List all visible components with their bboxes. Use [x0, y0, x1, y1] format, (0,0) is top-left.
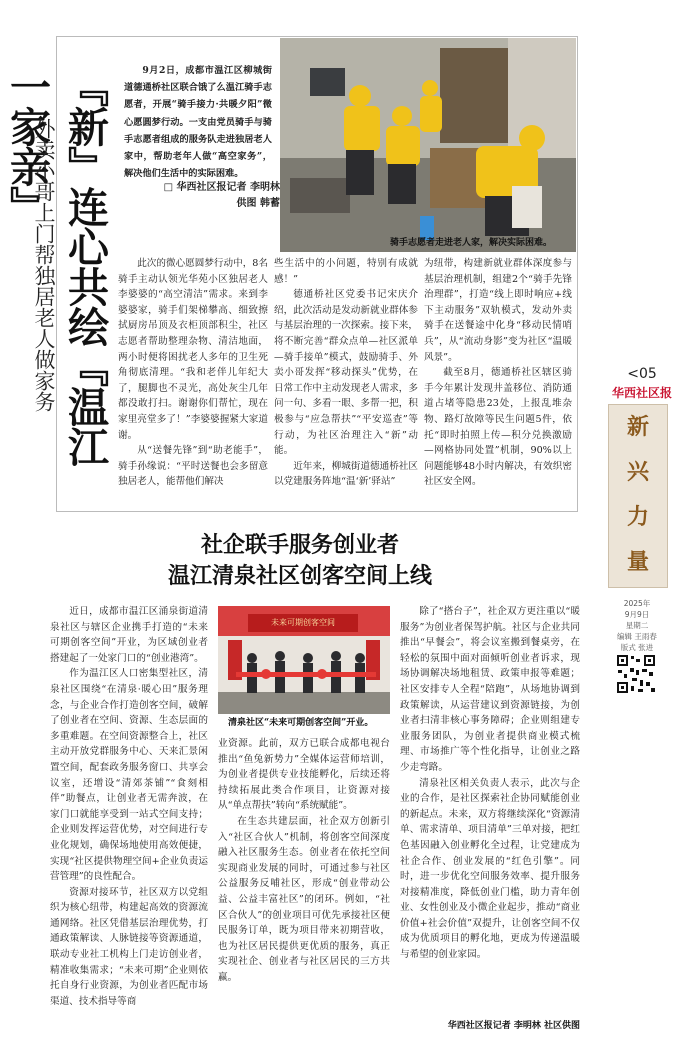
paragraph: 资源对接环节，社区双方以党组织为核心纽带，构建起高效的资源流通网络。社区凭借基层治理优势，打通政策解读、人脉链接等资源通道，联动专业社工机构上门走访创业者，精准收集需求；“未来可期”企业则依托自身行业资源，为创业者匹配市场渠道、技术指导等商 — [50, 886, 208, 1007]
paragraph: 此次的微心愿圆梦行动中，8名骑手主动认领光华苑小区独居老人李婆婆的“高空清洁”需求。来到李婆婆家，骑手们架梯攀高、细致擦拭厨房吊顶及衣柜顶部积尘，社区志愿者帮助整理杂物、清洁地面，两小时便将困扰老人多年的卫生死角彻底清理。“我和老伴儿年纪大了，腿脚也不灵光，高处灰尘几年都没敢打扫。谢谢你们帮忙，现在家里亮堂多了！”李婆婆握紧大家道谢。 — [118, 258, 269, 441]
issue-weekday: 星期二 — [625, 621, 649, 630]
issue-year: 2025年 — [623, 599, 651, 608]
issue-date: 9月9日 — [624, 610, 650, 619]
paragraph: 业资源。此前，双方已联合成都电视台推出“鱼兔新势力”全媒体运营师培训，为创业者提供专业技能孵化，后续还将持续拓展此类合作项目，让资源对接从“单点帮扶”转向“系统赋能”。 — [218, 738, 390, 812]
paragraph: 截至8月，德通桥社区辖区骑手今年累计发现井盖移位、消防通道占堵等隐患23处，上报乱堆杂物、路灯故障等民生问题5件，依托“即时拍照上传—积分兑换激励—网格协同处置”机制，90%以上问题能够48小时内解决，有效织密社区安全网。 — [424, 367, 572, 488]
newspaper-brand: 华西社区报 — [611, 386, 672, 400]
editor-credit: 编辑 王雨春 — [617, 632, 657, 641]
article2-byline: 华西社区报记者 李明林 社区供图 — [447, 1021, 580, 1031]
reporter-credit: □ 华西社区报记者 李明林 — [163, 182, 280, 193]
qr-code-icon — [616, 654, 656, 694]
issue-info — [606, 598, 668, 653]
article1-column-2 — [274, 256, 418, 490]
banner-text: 未来可期创客空间 — [271, 618, 335, 627]
section-char: 量 — [626, 550, 649, 575]
page-number: <05 — [627, 366, 657, 382]
article1-byline — [140, 180, 280, 212]
section-char: 力 — [626, 505, 649, 530]
photo-credit: 供图 韩蓄 — [236, 198, 280, 209]
article2-headline — [110, 530, 490, 592]
paragraph: 作为温江区人口密集型社区，清泉社区围绕“在清泉·暖心田”服务理念，与企业合作打造创客空间，破解了创业者在空间、资源、生态层面的多重难题。在空间资源整合上，社区主动开放党群服务中心、天来汇景闲置空间，配套政务服务窗口、共享会议室，还增设“清郊茶铺”“食刻相伴”助餐点，让创业者无需奔波，在家门口就能享受到一站式空间支持；企业则发挥运营优势，对空间进行专业化规划，确保场地使用高效便捷，实现“社区提供物理空间+企业负责运营管理”的良性配合。 — [50, 668, 208, 883]
volunteer-photo-caption: 骑手志愿者走进老人家，解决实际困难。 — [390, 238, 553, 248]
section-char: 新 — [626, 415, 649, 440]
article2-title-line1: 社企联手服务创业者 — [200, 533, 399, 558]
volunteer-photo-illustration — [280, 38, 576, 252]
paragraph: 清泉社区相关负责人表示，此次与企业的合作，是社区探索社企协同赋能创业的新起点。未来，双方将继续深化“资源清单、需求清单、项目清单”三单对接，把红色基因融入创业孵化全过程，让党建成为社企合作、创业发展的“红色引擎”。同时，进一步优化空间服务效率、提升服务对接精准度，降低创业门槛，助力青年创业、女性创业及小微企业起步，推动“商业价值+社会价值”双提升，让创客空间不仅成为优质项目的孵化地，更成为传递温暖与希望的创业家园。 — [400, 777, 580, 961]
article1-subheadline: 外卖小哥上门帮独居老人做家务 — [32, 118, 56, 412]
paragraph: 德通桥社区党委书记宋庆介绍，此次活动是发动新就业群体参与基层治理的一次探索。接下来，将不断完善“群众点单—社区派单—骑手接单”模式，鼓励骑手、外卖小哥发挥“移动探头”优势，在日常工作中主动发现老人需求，多问一句、多看一眼、多帮一把，积极参与“应急帮扶”“平安巡查”等行动，为社区治理注入“新”动能。 — [274, 289, 418, 457]
ceremony-photo-caption: 清泉社区“未来可期创客空间”开业。 — [228, 718, 374, 728]
paragraph: 从“送餐先锋”到“助老能手”，骑手孙缘说：“平时送餐也会多留意独居老人，能帮他们解决 — [118, 445, 268, 488]
article1-column-3 — [424, 256, 572, 490]
typeset-credit: 版式 张进 — [620, 643, 654, 652]
paragraph: 近日，成都市温江区涌泉街道清泉社区与辖区企业携手打造的“未来可期创客空间”开业，为区域创业者搭建起了一处家门口的“创业港湾”。 — [50, 606, 208, 664]
paragraph: 除了“搭台子”，社企双方更注重以“暖服务”为创业者保驾护航。社区与企业共同推出“早餐会”，将会议室搬到餐桌旁，在轻松的氛围中面对面倾听创业者诉求，现场协调解决场地租赁、政策申报等难题；社区安排专人全程“陪跑”，从场地协调到政策解读，从运营建议到资源链接，为创业者扫清非核心事务障碍；企业则组建专业服务团队，为创业者提供商业模式梳理、市场推广等个性化指导，让创业之路少走弯路。 — [400, 606, 580, 773]
section-char: 兴 — [626, 460, 649, 485]
article2-column-3 — [400, 604, 580, 963]
article2-column-1 — [50, 604, 208, 1009]
article1-headline: 『新』连心共绘『温江一家亲』 — [3, 66, 109, 466]
article1-column-1 — [118, 256, 268, 490]
paragraph: 近年来，柳城街道德通桥社区以党建服务阵地“温‘新’驿站” — [274, 460, 418, 488]
volunteer-photo — [280, 38, 576, 252]
paragraph: 在生态共建层面，社企双方创新引入“社区合伙人”机制，将创客空间深度融入社区服务生态。创业者在依托空间实现商业发展的同时，可通过参与社区公益服务反哺社区，形成“创业带动公益、公益丰富社区”的闭环。例如，“社区合伙人”的创业项目可优先承接社区便民服务订单，既为项目带来初期营收，也为社区居民提供更优质的服务，真正实现社企、创业者与社区居民的三方共赢。 — [218, 815, 390, 983]
opening-ceremony-photo — [218, 606, 390, 714]
article2-column-2 — [218, 736, 390, 986]
section-title-box — [608, 404, 668, 588]
paragraph: 些生活中的小问题，特别有成就感！” — [274, 258, 418, 285]
article2-title-line2: 温江清泉社区创客空间上线 — [167, 564, 432, 589]
section-title — [609, 405, 667, 585]
article1-lead: 9月2日，成都市温江区柳城街道德通桥社区联合饿了么温江骑手志愿者，开展“骑手接力·共暖夕阳”微心愿圆梦行动。一支由党员骑手与骑手志愿者组成的服务队走进独居老人家中，帮助老年人做“高空家务”，解决他们生活中的实际困难。 — [124, 65, 272, 180]
paragraph: 为纽带，构建新就业群体深度参与基层治理机制，组建2个“骑手先锋治理群”，打造“线上即时响应+线下主动服务”双轨模式，发动外卖骑手在送餐途中化身“移动民情哨兵”，从“流动身影”变为社区“温暖风景”。 — [424, 258, 572, 363]
